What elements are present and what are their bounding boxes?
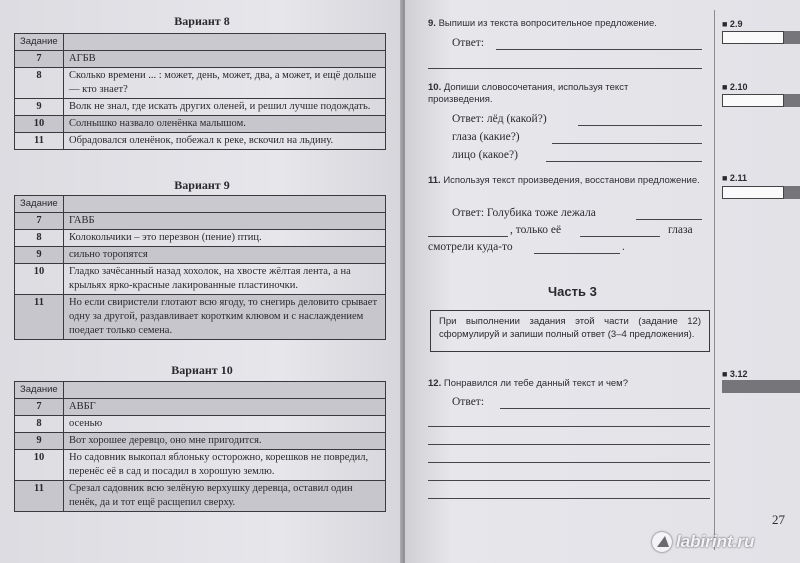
answer-line[interactable] <box>534 253 620 254</box>
header-cell: Задание <box>15 34 64 51</box>
watermark: labirint.ru <box>676 532 755 551</box>
variant-8-table <box>14 33 386 150</box>
answer-cell: Сколько времени ... : может, день, может, два, а может, и ещё дольше — кто знает? <box>64 68 386 99</box>
task-number: 8 <box>15 68 64 99</box>
answer-label: , только её <box>510 224 562 236</box>
question-10 <box>428 82 692 106</box>
variant-9-title: Вариант 9 <box>174 178 230 192</box>
answer-label: Ответ: <box>452 37 485 49</box>
page-number: 27 <box>772 512 785 527</box>
answer-label: лицо (какое?) <box>452 149 518 161</box>
answer-label: Ответ: Голубика тоже лежала <box>452 207 596 219</box>
question-number: 11. <box>428 175 441 186</box>
task-number: 9 <box>15 247 64 264</box>
answer-label: глаза (какие?) <box>452 131 520 143</box>
answer-cell: Но садовник выкопал яблоньку осторожно, корешков не повредил, перенёс её в сад и посадил в хорошую землю. <box>64 450 386 481</box>
task-number: 7 <box>15 213 64 230</box>
answer-cell: Обрадовался оленёнок, побежал к реке, вскочил на льдину. <box>64 133 386 150</box>
labirint-logo-icon <box>652 532 672 552</box>
header-cell: Задание <box>15 196 64 213</box>
question-text: Допиши словосочетания, используя текст произведения. <box>428 82 629 105</box>
answer-cell: Волк не знал, где искать других оленей, и решил лучше подождать. <box>64 99 386 116</box>
task-number: 8 <box>15 230 64 247</box>
answer-cell: Срезал садовник всю зелёную верхушку деревца, оставил один пенёк, да и тот ещё расщепил сверху. <box>64 481 386 512</box>
answer-line[interactable] <box>428 68 702 69</box>
task-number: 7 <box>15 399 64 416</box>
answer-line[interactable] <box>496 49 702 50</box>
question-text: Выпиши из текста вопросительное предложение. <box>438 18 657 29</box>
answer-line[interactable] <box>428 444 710 445</box>
answer-cell: Вот хорошее деревцо, оно мне пригодится. <box>64 433 386 450</box>
answer-line[interactable] <box>428 426 710 427</box>
score-bar <box>722 380 800 393</box>
task-number: 9 <box>15 99 64 116</box>
score-box[interactable] <box>722 94 784 107</box>
score-bar <box>784 186 800 199</box>
question-11 <box>428 175 708 187</box>
variant-10-table <box>14 381 386 512</box>
answer-line[interactable] <box>546 161 702 162</box>
answer-line[interactable] <box>580 236 660 237</box>
answer-label: . <box>622 241 625 253</box>
answer-cell: осенью <box>64 416 386 433</box>
answer-line[interactable] <box>552 143 702 144</box>
answer-line[interactable] <box>578 125 702 126</box>
answer-cell: Гладко зачёсанный назад хохолок, на хвосте жёлтая лента, а на крыльях ярко-красные лакированные пластиночки. <box>64 264 386 295</box>
question-number: 9. <box>428 18 436 29</box>
question-12 <box>428 378 708 390</box>
answer-cell: Но если свиристели глотают всю ягоду, то снегирь деловито срывает одну за другой, раздавливает коротким клювом и с наслаждением поедает только семена. <box>64 295 386 340</box>
answer-cell: Колокольчики – это перезвон (пение) птиц. <box>64 230 386 247</box>
task-number: 10 <box>15 116 64 133</box>
question-number: 12. <box>428 378 442 389</box>
answer-line[interactable] <box>428 498 710 499</box>
answer-line[interactable] <box>636 219 702 220</box>
answer-cell: ГАВБ <box>64 213 386 230</box>
task-number: 10 <box>15 450 64 481</box>
answer-cell: Солнышко назвало оленёнка малышом. <box>64 116 386 133</box>
answer-label: Ответ: лёд (какой?) <box>452 113 547 125</box>
instruction-box: При выполнении задания этой части (задание 12) сформулируй и запиши полный ответ (3–4 предложения). <box>430 310 710 352</box>
question-9 <box>428 18 708 30</box>
answer-label: смотрели куда-то <box>428 241 513 253</box>
margin-rule <box>714 10 715 550</box>
answer-line[interactable] <box>428 236 508 237</box>
task-number: 8 <box>15 416 64 433</box>
score-box[interactable] <box>722 186 784 199</box>
answer-label: Ответ: <box>452 396 485 408</box>
answer-line[interactable] <box>500 408 710 409</box>
header-cell: Задание <box>15 382 64 399</box>
task-number: 7 <box>15 51 64 68</box>
answer-cell: сильно торопятся <box>64 247 386 264</box>
question-text: Понравился ли тебе данный текст и чем? <box>443 378 629 389</box>
question-text: Используя текст произведения, восстанови предложение. <box>443 175 700 186</box>
score-box[interactable] <box>722 31 784 44</box>
answer-line[interactable] <box>428 462 710 463</box>
answer-label: глаза <box>668 224 693 236</box>
variant-10-title: Вариант 10 <box>171 363 233 377</box>
variant-9-table <box>14 195 386 340</box>
question-number: 10. <box>428 82 442 93</box>
task-number: 11 <box>15 133 64 150</box>
task-number: 10 <box>15 264 64 295</box>
score-label: ■ 2.11 <box>722 173 747 183</box>
task-number: 11 <box>15 481 64 512</box>
task-number: 11 <box>15 295 64 340</box>
score-bar <box>784 31 800 44</box>
score-label: ■ 2.10 <box>722 82 748 92</box>
score-bar <box>784 94 800 107</box>
answer-cell: АВБГ <box>64 399 386 416</box>
answer-line[interactable] <box>428 480 710 481</box>
variant-8-title: Вариант 8 <box>174 14 230 28</box>
score-label: ■ 2.9 <box>722 19 743 29</box>
score-label: ■ 3.12 <box>722 369 748 379</box>
task-number: 9 <box>15 433 64 450</box>
answer-cell: АГБВ <box>64 51 386 68</box>
part-3-title: Часть 3 <box>548 284 597 299</box>
